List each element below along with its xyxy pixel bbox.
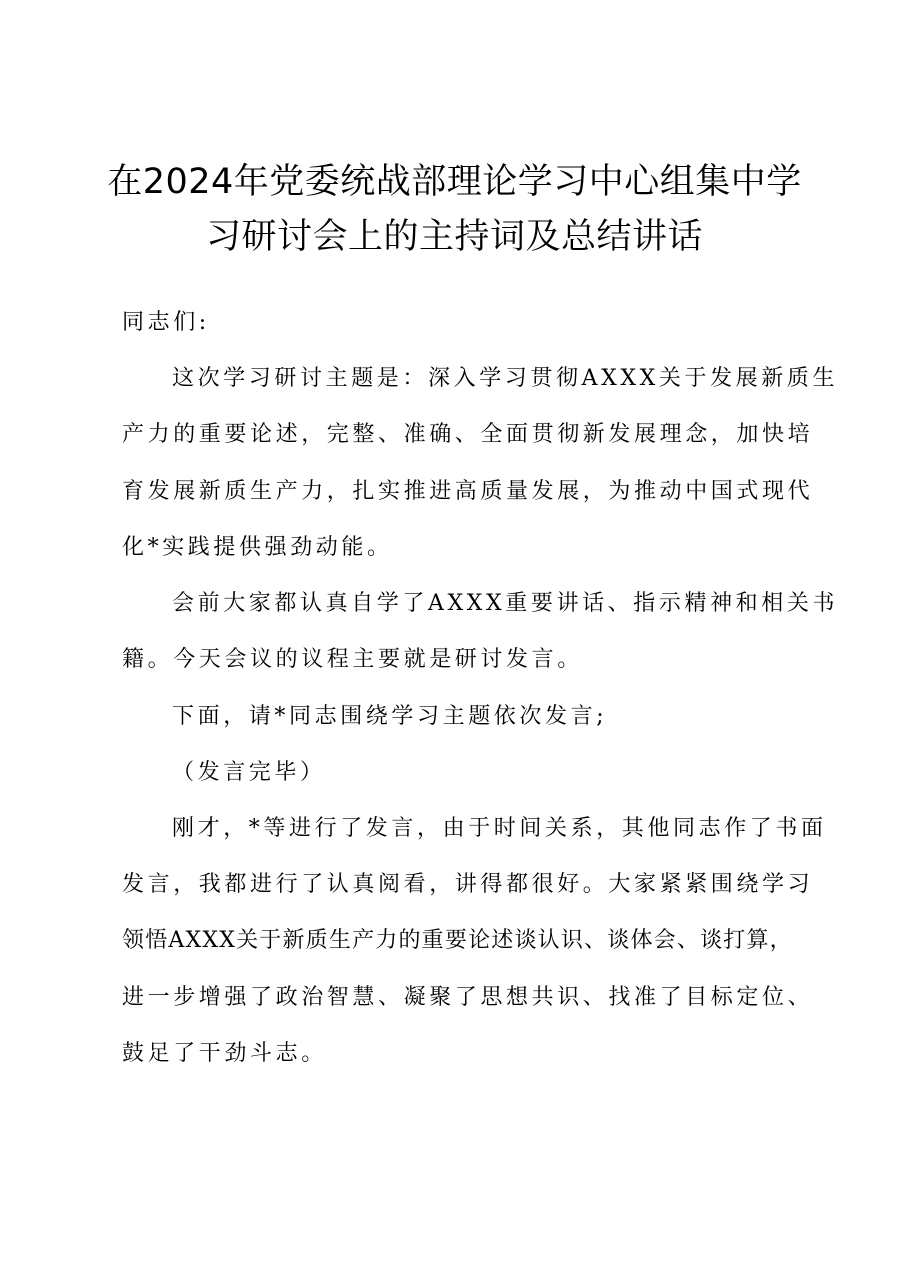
paragraph-line: 刚才，*等进行了发言，由于时间关系，其他同志作了书面 (172, 816, 827, 841)
paragraph-line: 下面，请*同志围绕学习主题依次发言; (172, 704, 608, 729)
salutation: 同志们: (122, 310, 210, 335)
paragraph-line: 发言，我都进行了认真阅看，讲得都很好。大家紧紧围绕学习 (122, 872, 814, 897)
paragraph-line: 进一步增强了政治智慧、凝聚了思想共识、找准了目标定位、 (122, 985, 814, 1010)
paragraph-line: 产力的重要论述，完整、准确、全面贯彻新发展理念，加快培 (122, 422, 814, 447)
paragraph-line: 领悟AXXX关于新质生产力的重要论述谈认识、谈体会、谈打算， (122, 928, 793, 953)
paragraph-line: 鼓足了干劲斗志。 (122, 1041, 327, 1066)
paragraph-line: 化*实践提供强劲动能。 (122, 535, 393, 560)
paragraph-line: 育发展新质生产力，扎实推进高质量发展，为推动中国式现代 (122, 479, 814, 504)
paragraph-line: （发言完毕） (172, 760, 326, 785)
paragraph-line: 籍。今天会议的议程主要就是研讨发言。 (122, 647, 583, 672)
document-title-line-2: 习研讨会上的主持词及总结讲话 (205, 217, 703, 257)
document-title-line-1: 在2024年党委统战部理论学习中心组集中学 (107, 162, 802, 202)
paragraph-line: 这次学习研讨主题是：深入学习贯彻AXXX关于发展新质生 (172, 366, 839, 391)
paragraph-line: 会前大家都认真自学了AXXX重要讲话、指示精神和相关书 (172, 591, 839, 616)
